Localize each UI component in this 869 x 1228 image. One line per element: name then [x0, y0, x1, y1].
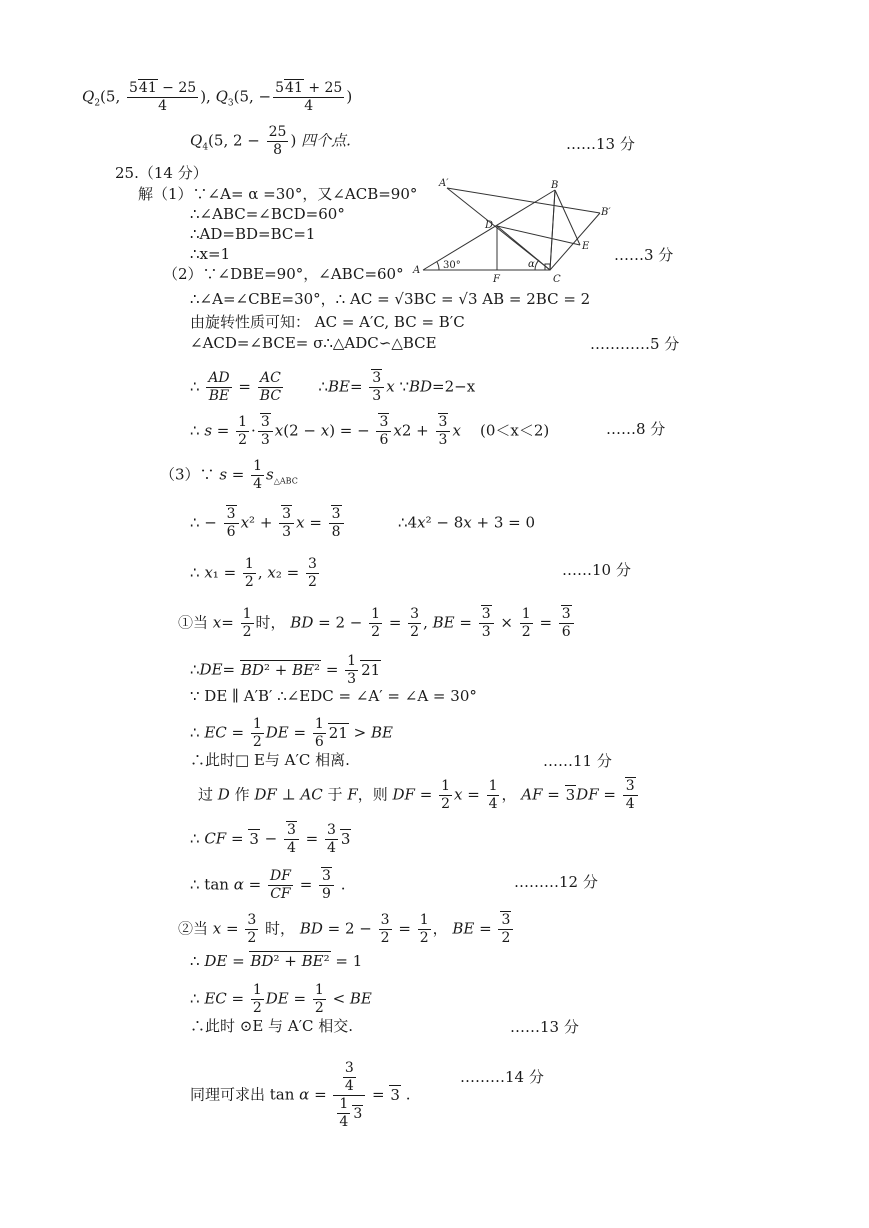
case1-line5: ∴此时□ E与 A′C 相离. — [190, 751, 350, 769]
part2-line4: ∠ACD=∠BCE= σ∴△ADC∽△BCE — [190, 334, 437, 352]
part3-line1: （3）∵ s = $\frac{1}{4}$ $s_{\triangle ABC}$ — [160, 458, 298, 492]
part3-equation-line: ∴ − $\frac{3}{6}$ x² + $\frac{3}{3}$ x = $\frac{3}{8}$ ∴4x² − 8x + 3 = 0 — [190, 506, 536, 540]
score-5: …………5 分 — [590, 335, 680, 353]
score-8: ……8 分 — [606, 420, 666, 438]
part2-area-line: ∴ s = $\frac{1}{2}$ · $\frac{3}{3}$ x(2 − x) = − $\frac{3}{6}$ x2 + $\frac{3}{3}$ x (0＜x＜2) — [190, 414, 550, 448]
part1-line4: ∴x=1 — [190, 245, 231, 263]
case2-line5: 同理可求出 tan α = $\frac{3}{4}$ $\frac{1}{4}$ 3 = 3 . — [190, 1060, 411, 1130]
score-14: ………14 分 — [460, 1068, 544, 1086]
score-10: ……10 分 — [562, 561, 631, 579]
question-25-header: 25.（14 分） — [115, 164, 208, 182]
case2-line1: ②当 x = $\frac{3}{2}$ 时， BD = 2 − $\frac{3}{2}$ = $\frac{1}{2}$ ， BE = $\frac{3}{2}$ — [178, 912, 515, 947]
label-C: C — [553, 274, 561, 285]
case1-line8: ∴ tan α = $\frac{DF}{CF}$ = $\frac{3}{9}$ . — [190, 868, 346, 902]
part2-line2: ∴∠A=∠CBE=30°，∴ AC = √3BC = √3 AB = 2BC = 2 — [190, 290, 591, 308]
label-E: E — [582, 241, 590, 252]
label-30deg: 30° — [443, 260, 461, 271]
case1-line6: 过 D 作 DF ⊥ AC 于 F，则 DF = $\frac{1}{2}$ x = $\frac{1}{4}$ ， AF = 3DF = $\frac{3}{4}$ — [198, 778, 640, 813]
case1-line4: ∴ EC = $\frac{1}{2}$ DE = $\frac{1}{6}$ 21 > BE — [190, 716, 393, 750]
case1-line1: ①当 x= $\frac{1}{2}$ 时， BD = 2 − $\frac{1}{2}$ = $\frac{3}{2}$ , BE = $\frac{3}{3}$ × $\frac{1}{2}$ = $\frac{3}{6}$ — [178, 606, 576, 641]
part2-line1: （2）∵∠DBE=90°，∠ABC=60° — [163, 265, 404, 283]
part3-roots-line: ∴ x₁ = $\frac{1}{2}$ , x₂ = $\frac{3}{2}$ — [190, 556, 317, 590]
score-12: ………12 分 — [514, 873, 598, 891]
label-A-prime: A′ — [439, 178, 449, 189]
q-points-line: $Q_2(5$, $\frac{541 - 25}{4}$ ), $Q_3(5$, − $\frac{541 + 25}{4}$ ) — [82, 80, 353, 114]
label-A: A — [413, 265, 421, 276]
part1-line2: ∴∠ABC=∠BCD=60° — [190, 205, 345, 223]
label-B-prime: B′ — [601, 207, 611, 218]
score-3: ……3 分 — [614, 246, 674, 264]
label-alpha: α — [528, 259, 535, 270]
part1-line3: ∴AD=BD=BC=1 — [190, 225, 316, 243]
part2-ratio-line: ∴ $\frac{AD}{BE}$ = $\frac{AC}{BC}$ ∴BE= $\frac{3}{3}$ x ∵BD=2−x — [190, 370, 476, 404]
label-B: B — [551, 180, 559, 191]
part1-line1: 解（1）∵∠A= α =30°，又∠ACB=90° — [138, 185, 418, 203]
case2-line4: ∴此时 ⊙E 与 A′C 相交. — [190, 1017, 354, 1035]
part2-line3: 由旋转性质可知： AC = A′C, BC = B′C — [190, 313, 465, 331]
case2-line3: ∴ EC = $\frac{1}{2}$ DE = $\frac{1}{2}$ < BE — [190, 982, 372, 1016]
case1-line7: ∴ CF = 3 − $\frac{3}{4}$ = $\frac{3}{4}$ 3 — [190, 822, 351, 856]
label-D: D — [485, 220, 494, 231]
score-13a: ……13 分 — [566, 135, 635, 153]
case2-line2: ∴ DE = BD² + BE² = 1 — [190, 952, 363, 970]
case1-line2: ∴DE= BD² + BE² = $\frac{1}{3}$ 21 — [190, 653, 381, 687]
triangle-figure — [405, 178, 615, 288]
q4-line: $Q_4(5$, 2 − $\frac{25}{8}$ ) 四个点. — [190, 124, 351, 158]
score-13b: ……13 分 — [510, 1018, 579, 1036]
score-11: ……11 分 — [543, 752, 612, 770]
label-F: F — [493, 274, 500, 285]
case1-line3: ∵ DE ∥ A′B′ ∴∠EDC = ∠A′ = ∠A = 30° — [190, 687, 477, 705]
